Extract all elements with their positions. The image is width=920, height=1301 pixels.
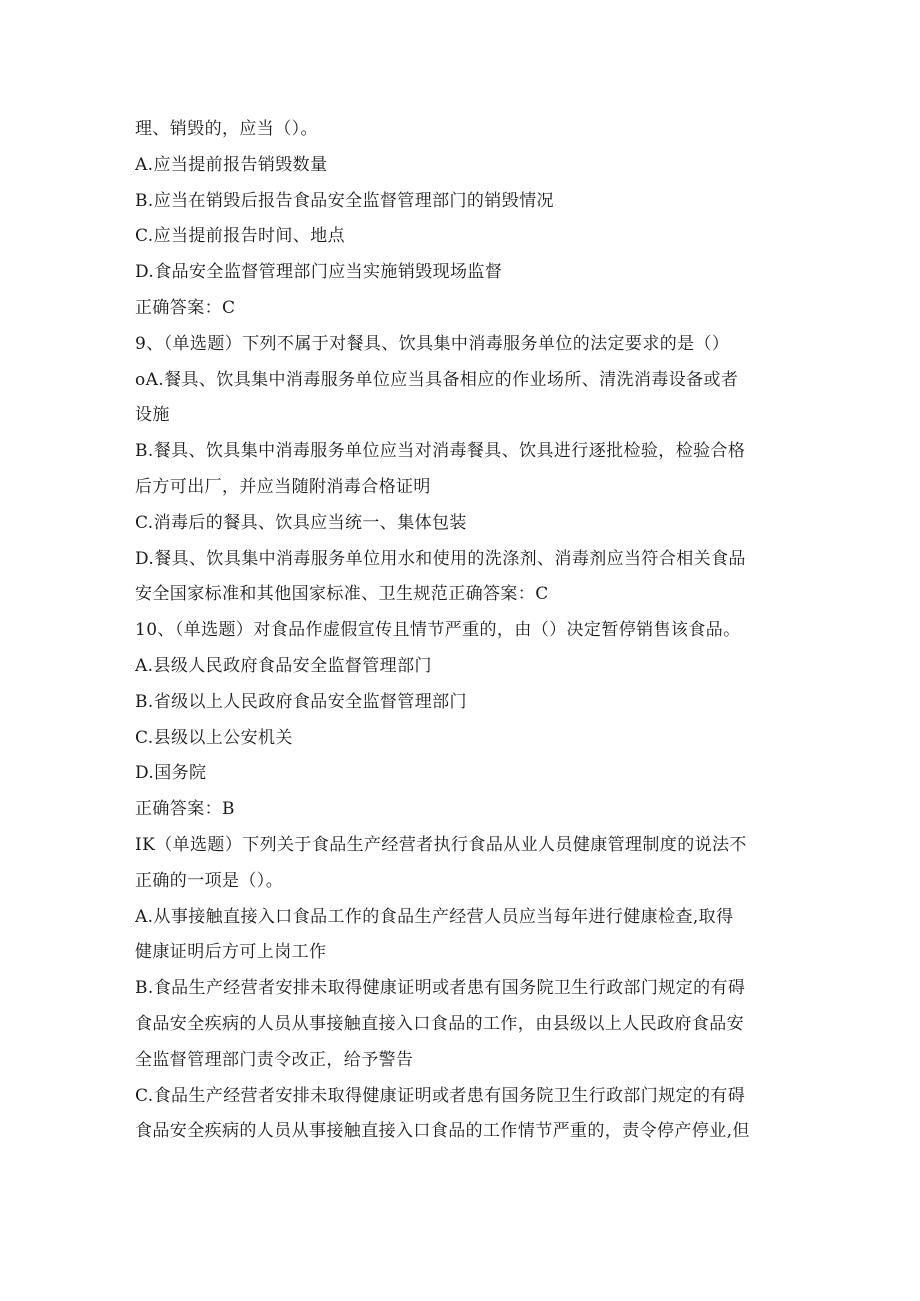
- option-d: D.国务院: [135, 763, 207, 784]
- question-10: 10、（单选题）对食品作虚假宣传且情节严重的，由（）决定暂停销售该食品。: [135, 620, 741, 641]
- option-d: D.餐具、饮具集中消毒服务单位用水和使用的洗涤剂、消毒剂应当符合相关食品: [135, 548, 746, 569]
- option-d: D.食品安全监督管理部门应当实施销毁现场监督: [135, 262, 503, 283]
- text-line: 设施: [135, 405, 170, 426]
- option-c: C.食品生产经营者安排未取得健康证明或者患有国务院卫生行政部门规定的有碍: [135, 1085, 746, 1106]
- question-11: IK（单选题）下列关于食品生产经营者执行食品从业人员健康管理制度的说法不: [135, 834, 747, 855]
- option-a: A.县级人民政府食品安全监督管理部门: [135, 655, 432, 676]
- option-c: C.消毒后的餐具、饮具应当统一、集体包装: [135, 512, 467, 533]
- question-9: 9、（单选题）下列不属于对餐具、饮具集中消毒服务单位的法定要求的是（）: [135, 333, 730, 354]
- answer-line: 正确答案：C: [135, 297, 236, 318]
- text-line: 正确的一项是（）。: [135, 870, 284, 891]
- option-a: A.应当提前报告销毁数量: [135, 154, 328, 175]
- text-line: 理、销毁的，应当（）。: [135, 119, 318, 139]
- option-b: B.应当在销毁后报告食品安全监督管理部门的销毁情况: [135, 190, 554, 211]
- text-line: 健康证明后方可上岗工作: [135, 942, 327, 963]
- text-line: 食品安全疾病的人员从事接触直接入口食品的工作，由县级以上人民政府食品安: [135, 1013, 744, 1034]
- option-c: C.县级以上公安机关: [135, 727, 293, 748]
- option-a: A.从事接触直接入口食品工作的食品生产经营人员应当每年进行健康检查,取得: [135, 906, 734, 927]
- option-b: B.食品生产经营者安排未取得健康证明或者患有国务院卫生行政部门规定的有碍: [135, 978, 746, 999]
- document-body: [135, 112, 795, 1150]
- answer-line: 安全国家标准和其他国家标准、卫生规范正确答案：C: [135, 584, 549, 605]
- option-b: B.餐具、饮具集中消毒服务单位应当对消毒餐具、饮具进行逐批检验，检验合格: [135, 441, 746, 462]
- option-b: B.省级以上人民政府食品安全监督管理部门: [135, 691, 467, 712]
- text-line: 后方可出厂，并应当随附消毒合格证明: [135, 476, 431, 497]
- option-a: oA.餐具、饮具集中消毒服务单位应当具备相应的作业场所、清洗消毒设备或者: [135, 369, 739, 390]
- text-line: 食品安全疾病的人员从事接触直接入口食品的工作情节严重的，责令停产停业,但: [135, 1121, 750, 1142]
- option-c: C.应当提前报告时间、地点: [135, 226, 346, 247]
- answer-line: 正确答案：B: [135, 799, 235, 820]
- text-line: 全监督管理部门责令改正，给予警告: [135, 1049, 414, 1070]
